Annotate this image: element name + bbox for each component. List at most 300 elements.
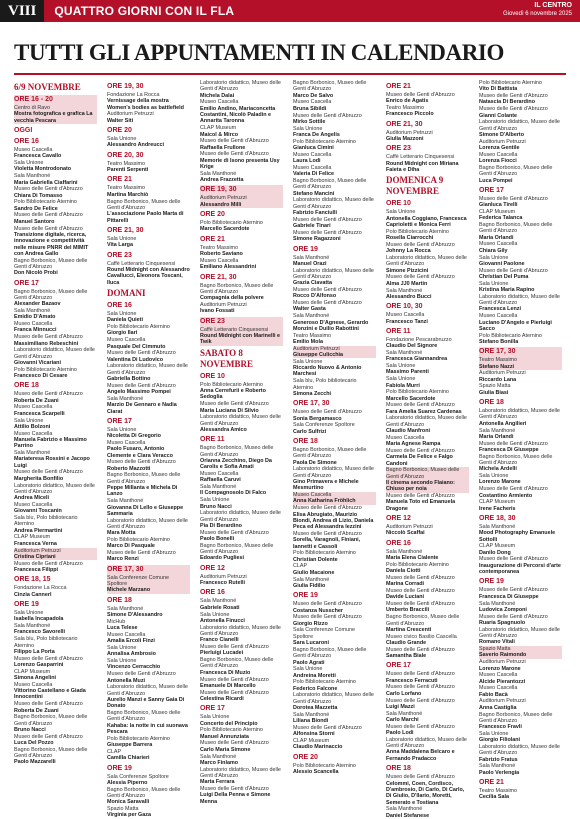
event-entry bbox=[200, 210, 283, 233]
event-entry bbox=[386, 120, 469, 143]
event-title: Walter Gasta bbox=[293, 306, 326, 313]
event-entry bbox=[386, 601, 469, 614]
event-venue: Museo Cascella bbox=[107, 439, 146, 446]
event-venue: Museo delle Genti d'Abruzzo bbox=[200, 644, 269, 651]
event-entry bbox=[107, 749, 190, 762]
event-title: Stefano Nazzi bbox=[479, 363, 515, 370]
event-venue: Auditorium Petruzzi bbox=[479, 370, 526, 377]
event-venue: Teatro Massimo bbox=[479, 788, 518, 795]
event-title: Grazia Ciavatta bbox=[293, 280, 332, 287]
event-entry bbox=[293, 627, 376, 646]
event-title: Giulia Mazzoni bbox=[386, 136, 424, 143]
event-venue: Auditorium Petruzzi bbox=[386, 524, 433, 531]
event-time: ORE 17, 30 bbox=[293, 400, 330, 408]
event-entry bbox=[200, 471, 283, 484]
event-entry bbox=[107, 301, 190, 324]
event-entry bbox=[14, 561, 97, 574]
event-venue: Bagno Borbonico, Museo delle Genti d'Abruzzo bbox=[14, 288, 88, 301]
event-title: Lorenzo Marone bbox=[479, 665, 521, 672]
event-title: Natascia Di Berardino bbox=[479, 99, 536, 106]
event-title: Mood Photography Emanuele Sottolli bbox=[479, 530, 556, 543]
event-title: Cecilia Sala bbox=[479, 794, 509, 801]
event-entry bbox=[107, 645, 190, 658]
event-title: Michele Marzano bbox=[107, 587, 151, 594]
day-heading: SABATO 8 NOVEMBRE bbox=[200, 347, 254, 369]
event-venue: Laboratorio didattico, Museo delle Genti d'Abruzzo bbox=[200, 766, 281, 779]
event-venue: Sala Manthoné bbox=[107, 498, 144, 505]
event-title: Mara Motta bbox=[107, 530, 136, 537]
event-entry bbox=[200, 564, 283, 587]
event-time: ORE 21 bbox=[479, 779, 504, 787]
event-title: Roberta De Zuani bbox=[14, 397, 59, 404]
event-venue: Museo Cascella bbox=[293, 99, 332, 106]
event-venue: Museo Cascella bbox=[479, 241, 518, 248]
event-title: Carlo Maria Simone bbox=[200, 746, 251, 753]
event-venue: Bagno Borbonico, Museo delle Genti d'Abruzzo bbox=[14, 746, 88, 760]
event-title: Stefano Bonilla bbox=[479, 338, 519, 345]
event-entry bbox=[293, 165, 376, 178]
event-venue: CLAP Museum bbox=[479, 499, 516, 506]
event-venue: Museo Cascella bbox=[293, 151, 332, 158]
event-time: ORE 10 bbox=[200, 372, 225, 380]
event-entry bbox=[107, 710, 190, 735]
event-venue: Sala Manthoné bbox=[14, 308, 51, 315]
schedule-column-4 bbox=[293, 80, 376, 792]
event-venue: Museo Cascella bbox=[14, 681, 53, 688]
event-title: Lorenza Gentile bbox=[479, 145, 520, 151]
event-time: ORE 23 bbox=[200, 317, 225, 325]
event-title: Rosella Ciarrocchi bbox=[386, 235, 434, 242]
event-venue: Museo Cascella bbox=[479, 685, 518, 692]
event-title: Francesco Ferracuti bbox=[386, 677, 438, 684]
event-entry bbox=[293, 217, 376, 230]
event-title: Angelo Massimo Pompei bbox=[107, 389, 171, 396]
event-time: ORE 21 bbox=[386, 83, 411, 90]
event-entry bbox=[479, 428, 562, 441]
event-venue: Teatro Massimo bbox=[200, 244, 239, 251]
event-time: ORE 18 bbox=[386, 765, 411, 773]
page-number: VIII bbox=[0, 0, 44, 22]
event-venue: Auditorium Petruzzi bbox=[479, 659, 526, 666]
event-venue: Polo Bibliotecario Aternino bbox=[14, 366, 77, 373]
event-title: Riccardo Nuovo & Antonio Marchesi bbox=[293, 365, 362, 378]
event-venue: Museo delle Genti d'Abruzzo bbox=[293, 614, 362, 621]
event-title: Franco Cianelli bbox=[200, 637, 239, 644]
event-entry bbox=[479, 152, 562, 165]
event-venue: Caffè Letterario Cinquesensi bbox=[200, 326, 269, 333]
event-venue: Museo delle Genti d'Abruzzo bbox=[479, 93, 548, 100]
event-time: ORE 20, 30 bbox=[107, 151, 144, 159]
event-entry bbox=[14, 160, 97, 173]
event-entry bbox=[293, 725, 376, 738]
event-title: Alessandro Bucci bbox=[386, 293, 432, 300]
event-venue: Bagno Borbonico, Museo delle Genti d'Abruzzo bbox=[293, 646, 367, 660]
event-title: Emidio D'Amato bbox=[14, 314, 56, 321]
event-title: Andreina Moretti bbox=[293, 672, 336, 679]
event-entry bbox=[200, 235, 283, 258]
event-title: Sonia Bergamasco bbox=[293, 415, 342, 422]
event-venue: Sala Manthoné bbox=[14, 173, 51, 180]
day-subheading: OGGI bbox=[14, 127, 33, 135]
event-venue: Museo delle Genti d'Abruzzo bbox=[386, 588, 455, 595]
event-venue: Sala Unione bbox=[386, 363, 416, 370]
event-venue: Bagno Borbonico, Museo delle Genti d'Abruzzo bbox=[200, 542, 274, 556]
event-venue: Museo delle Genti d'Abruzzo bbox=[14, 186, 83, 193]
event-venue: Sala Conferenze Spoltore bbox=[293, 422, 355, 429]
event-venue: Museo delle Genti d'Abruzzo bbox=[386, 684, 455, 691]
event-venue: Laboratorio didattico, Museo delle Genti d'Abruzzo bbox=[293, 267, 374, 280]
event-venue: Museo delle Genti d'Abruzzo bbox=[107, 382, 176, 389]
event-venue: Museo Cascella bbox=[479, 672, 518, 679]
event-entry bbox=[479, 778, 562, 801]
event-entry bbox=[386, 274, 469, 287]
event-title: Annalisa Ambrosio bbox=[107, 651, 156, 658]
event-venue: Fondazione Pescarabruzzo bbox=[386, 336, 452, 343]
event-entry bbox=[479, 313, 562, 332]
event-venue: CLAP Museum bbox=[479, 543, 516, 550]
event-entry bbox=[479, 454, 562, 473]
event-title: Antonella Angilieri bbox=[479, 420, 527, 427]
event-title: Niccolò Scaffai bbox=[386, 530, 425, 537]
event-venue: Spazio Matta bbox=[107, 806, 139, 813]
event-venue: Museo delle Genti d'Abruzzo bbox=[479, 587, 548, 594]
event-title: Pierluigi Lucadei bbox=[200, 650, 244, 657]
event-venue: Sala Manthoné bbox=[200, 598, 237, 605]
event-venue: Museo delle Genti d'Abruzzo bbox=[386, 671, 455, 678]
event-venue: Bagno Borbonico, Museo delle Genti d'Abruzzo bbox=[200, 445, 274, 458]
event-venue: Laboratorio didattico, Museo delle Genti d'Abruzzo bbox=[386, 415, 467, 428]
event-entry bbox=[479, 577, 562, 600]
event-entry bbox=[386, 661, 469, 684]
event-time: ORE 17 bbox=[107, 417, 132, 425]
event-title: Luciano D'Angelo e Pierluigi Sacco bbox=[479, 319, 552, 332]
event-entry bbox=[479, 646, 562, 659]
event-time: ORE 18 bbox=[479, 399, 504, 407]
event-entry bbox=[14, 418, 97, 431]
event-title: Round Midnight con Miriana Faieta e Diha bbox=[386, 160, 459, 174]
event-title: Vita Larga bbox=[107, 242, 133, 249]
event-title: Francesca Cavallo bbox=[14, 153, 62, 160]
event-entry bbox=[200, 185, 283, 208]
event-entry bbox=[200, 657, 283, 676]
event-title: Lorenzo Marone bbox=[479, 479, 521, 486]
event-title: Giulio Macaione bbox=[293, 569, 335, 576]
event-entry bbox=[479, 614, 562, 627]
event-title: Chiara Di Tomasso bbox=[14, 192, 63, 199]
event-entry bbox=[479, 222, 562, 241]
event-entry bbox=[293, 563, 376, 576]
event-title: Andrea Miceli bbox=[14, 495, 50, 502]
event-time: ORE 18, 15 bbox=[14, 576, 51, 584]
event-entry bbox=[14, 186, 97, 199]
event-title: Giovanni Toscanin bbox=[14, 508, 62, 515]
event-venue: Laboratorio didattico, Museo delle Genti d'Abruzzo bbox=[479, 744, 560, 757]
event-title: Daniel Stefanese bbox=[386, 812, 430, 819]
event-entry bbox=[14, 308, 97, 321]
event-entry bbox=[386, 575, 469, 588]
event-entry bbox=[293, 466, 376, 491]
event-entry bbox=[479, 255, 562, 268]
event-venue: Sala Unione bbox=[14, 610, 44, 617]
event-venue: Museo delle Genti d'Abruzzo bbox=[479, 440, 548, 447]
event-venue: Sala Unione bbox=[14, 417, 44, 424]
event-title: Carlo Marchi bbox=[386, 716, 419, 723]
event-title: Aurelio Manzi e Sanny Gaia Di Donato bbox=[107, 696, 185, 710]
event-title: Margherita Bonfilio bbox=[14, 475, 64, 482]
event-venue: Bagno Borbonico, Museo delle Genti d'Abruzzo bbox=[293, 446, 367, 460]
event-venue: Auditorium Petruzzi bbox=[200, 302, 247, 309]
event-time: ORE 19 bbox=[293, 592, 318, 600]
event-venue: Polo Bibliotecario Aternino bbox=[107, 537, 170, 544]
event-title: Maria Orlandi bbox=[479, 433, 514, 440]
event-title: Camilla Chiarieri bbox=[107, 755, 150, 762]
event-title: Gianluca Tirelli bbox=[479, 202, 518, 209]
event-venue: Museo civico Basilio Cascella bbox=[386, 633, 457, 640]
event-venue: Museo delle Genti d'Abruzzo bbox=[200, 740, 269, 747]
event-entry bbox=[386, 562, 469, 575]
event-entry bbox=[386, 514, 469, 537]
event-title: Fabrizio Fratus bbox=[479, 756, 518, 763]
event-entry bbox=[386, 588, 469, 601]
event-title: Roberto Saviano bbox=[200, 251, 243, 258]
event-entry bbox=[200, 151, 283, 170]
event-entry bbox=[14, 483, 97, 502]
event-title: Francesca Filippi bbox=[14, 566, 59, 573]
event-venue: Museo delle Genti d'Abruzzo bbox=[14, 334, 83, 341]
event-venue: Polo Bibliotecario Aternino bbox=[479, 332, 542, 339]
event-entry bbox=[200, 435, 283, 470]
event-venue: CLAP Museum bbox=[293, 737, 330, 744]
event-title: Luigi Mazzi bbox=[386, 703, 415, 710]
event-entry bbox=[386, 350, 469, 363]
event-venue: Teatro Massimo bbox=[386, 105, 425, 112]
event-time: ORE 23 bbox=[386, 145, 411, 153]
event-entry bbox=[293, 300, 376, 313]
event-title: Antonella Muzi bbox=[107, 677, 146, 684]
event-entry bbox=[107, 537, 190, 550]
event-title: Antonella Coggiano, Francesca Caprioletti e Monica Ferri bbox=[386, 215, 467, 229]
event-venue: Museo Cascella bbox=[14, 147, 53, 154]
event-time: ORE 17 bbox=[14, 279, 39, 287]
event-venue: Laboratorio didattico, Museo delle Genti d'Abruzzo bbox=[107, 684, 188, 697]
event-title: Nicoletta Di Gregorio bbox=[107, 433, 161, 440]
event-venue: Sala Manthoné bbox=[293, 254, 330, 261]
event-venue: Teatro Massimo bbox=[107, 160, 146, 167]
event-entry bbox=[14, 623, 97, 636]
event-time: ORE 16 bbox=[14, 138, 39, 146]
event-entry bbox=[107, 151, 190, 174]
event-entry bbox=[107, 671, 190, 684]
event-title: Carlo Lorfano bbox=[386, 690, 422, 697]
event-venue: Teatro Massimo bbox=[107, 185, 146, 192]
event-entry bbox=[107, 175, 190, 198]
event-entry bbox=[293, 178, 376, 197]
schedule-column-1 bbox=[14, 80, 97, 792]
event-entry bbox=[293, 437, 376, 466]
event-time: ORE 20 bbox=[107, 127, 132, 135]
event-entry bbox=[14, 367, 97, 380]
event-venue: Fondazione La Rocca bbox=[107, 92, 160, 98]
event-entry bbox=[200, 317, 283, 346]
event-entry bbox=[107, 440, 190, 459]
event-title: Marina Corradi bbox=[386, 581, 425, 588]
event-entry bbox=[479, 347, 562, 370]
event-venue: Sala Unione bbox=[293, 358, 323, 365]
event-title: Riccardo Lana bbox=[479, 376, 517, 383]
event-title: Orianna Zecchino, Diego Da Carolis e Sofia Amati bbox=[200, 457, 272, 471]
event-title: Simone D'Alberto bbox=[479, 131, 525, 138]
event-venue: Polo Bibliotecario Aternino bbox=[200, 381, 263, 388]
event-title: Marco Finlamo bbox=[200, 759, 239, 766]
schedule-column-3 bbox=[200, 80, 283, 805]
event-title: Francesca Scarpelli bbox=[14, 410, 65, 417]
event-entry bbox=[14, 137, 97, 160]
event-time: ORE 21, 30 bbox=[386, 120, 423, 128]
event-venue: Museo delle Genti d'Abruzzo bbox=[200, 401, 269, 408]
event-venue: Museo delle Genti d'Abruzzo bbox=[386, 447, 455, 454]
event-title: Emilio Mola bbox=[293, 338, 323, 345]
event-entry bbox=[293, 313, 376, 332]
event-venue: Auditorium Petruzzi bbox=[386, 129, 433, 136]
event-title: Claudio Del Signore bbox=[386, 343, 438, 350]
event-venue: Sala Unione bbox=[200, 714, 230, 721]
event-title: Roberto Mazzotti bbox=[107, 465, 151, 472]
event-title: Isabella Incapadola bbox=[14, 616, 64, 623]
event-title: Federica Talanca bbox=[479, 215, 523, 222]
event-entry bbox=[293, 378, 376, 397]
event-venue: Museo delle Genti d'Abruzzo bbox=[479, 267, 548, 274]
event-entry bbox=[386, 448, 469, 467]
event-title: Maria Orlandi bbox=[479, 234, 514, 241]
event-title: Francesca Verna bbox=[14, 540, 57, 547]
title-divider bbox=[14, 73, 566, 75]
event-title: Celommi, Coen, Cordisco, D'ambrosio, Di Carlo, Di Carlo, Di Giulio, D'Ilario, Moretti, Semerato e Tostiana bbox=[386, 780, 465, 806]
event-entry bbox=[386, 415, 469, 434]
event-entry bbox=[293, 230, 376, 243]
event-venue: Auditorium Petruzzi bbox=[479, 698, 526, 705]
event-venue: Sala Unione bbox=[200, 497, 230, 504]
event-entry bbox=[386, 764, 469, 806]
event-venue: Bagno Borbonico, Museo delle Genti d'Abruzzo bbox=[293, 80, 367, 93]
event-venue: Museo delle Genti d'Abruzzo bbox=[293, 601, 362, 608]
event-title: Bruno Nacci bbox=[200, 503, 232, 510]
event-title: Transizione digitale, ricerca, innovazione e competitività nelle misure PNRR del MIMIT con Andrea Gallo bbox=[14, 231, 89, 257]
event-title: Valeria Di Felice bbox=[293, 171, 335, 178]
event-time: ORE 11 bbox=[386, 327, 411, 335]
event-title: Giulia Fidilio bbox=[293, 582, 326, 589]
event-entry bbox=[293, 126, 376, 139]
event-venue: Museo Cascella bbox=[14, 404, 53, 411]
event-title: Francesca Giannandrea bbox=[386, 356, 448, 363]
event-venue: Polo Bibliotecario Aternino bbox=[293, 138, 356, 145]
event-entry bbox=[14, 734, 97, 747]
event-venue: Museo Cascella bbox=[479, 151, 518, 158]
event-title: Federico Falcone bbox=[293, 685, 338, 692]
event-title: Paolo Agrati bbox=[293, 659, 325, 666]
event-entry bbox=[479, 627, 562, 646]
event-venue: Museo delle Genti d'Abruzzo bbox=[293, 724, 362, 731]
event-entry bbox=[386, 634, 469, 647]
event-title: Giuseppe Culicchia bbox=[293, 352, 344, 358]
event-venue: MicHub bbox=[107, 618, 126, 625]
event-venue: Laboratorio didattico, Museo delle Genti d'Abruzzo bbox=[293, 197, 374, 210]
event-title: Giulia Biasi bbox=[479, 389, 509, 396]
event-title: Peppe Millanta e Michela Di Lanzo bbox=[107, 485, 178, 498]
event-venue: Auditorium Petruzzi bbox=[200, 573, 247, 580]
event-venue: Museo Cascella bbox=[107, 337, 146, 344]
event-title: Francesca Di Giuseppe bbox=[479, 446, 539, 453]
event-title: Il Compagnosolo Di Falco bbox=[200, 490, 267, 497]
event-entry bbox=[293, 647, 376, 666]
event-title: Emilio Andino, Mariaconcetta Costantini, Nicolò Paladin e Annarita Taronna bbox=[200, 105, 276, 125]
event-venue: CLAP bbox=[107, 748, 122, 755]
event-venue: Sala Manthoné bbox=[386, 806, 423, 813]
event-entry bbox=[107, 363, 190, 382]
event-entry bbox=[479, 333, 562, 346]
event-entry bbox=[479, 473, 562, 486]
event-entry bbox=[479, 744, 562, 763]
event-entry bbox=[293, 399, 376, 422]
event-title: Liliana Biondi bbox=[293, 718, 329, 725]
event-title: Lorenza Fiocci bbox=[479, 158, 517, 165]
event-venue: Sala Unione bbox=[14, 160, 44, 167]
event-entry bbox=[479, 601, 562, 614]
event-entry bbox=[107, 396, 190, 415]
event-title: Fabiola Murri bbox=[386, 382, 420, 389]
event-entry bbox=[14, 656, 97, 669]
event-title: Francesco Fravli bbox=[479, 724, 522, 731]
event-time: ORE 17, 30 bbox=[479, 348, 516, 356]
event-venue: Laboratorio didattico, Museo delle Genti d'Abruzzo bbox=[200, 414, 281, 427]
event-entry bbox=[200, 644, 283, 657]
event-venue: Teatro Massimo bbox=[479, 357, 518, 364]
event-venue: Sala Unione bbox=[200, 611, 230, 618]
event-entry bbox=[479, 499, 562, 512]
event-entry bbox=[107, 498, 190, 517]
event-entry bbox=[200, 625, 283, 644]
event-title: Anna Maddalena Belcaro e Fernando Pradacco bbox=[386, 749, 455, 762]
event-title: Parenti Serpenti bbox=[107, 167, 149, 174]
event-venue: Auditorium Petruzzi bbox=[293, 345, 340, 352]
event-title: Don Nicolò Probi bbox=[14, 270, 58, 277]
event-venue: Laboratorio didattico, Museo delle Genti d'Abruzzo bbox=[14, 347, 95, 360]
event-venue: Museo delle Genti d'Abruzzo bbox=[14, 655, 83, 662]
event-entry bbox=[107, 787, 190, 806]
event-venue: Museo delle Genti d'Abruzzo bbox=[14, 701, 83, 708]
event-entry bbox=[107, 383, 190, 396]
event-entry bbox=[293, 346, 376, 359]
event-title: Anna Katharina Fröhlich bbox=[293, 498, 356, 505]
event-venue: Museo delle Genti d'Abruzzo bbox=[14, 733, 83, 740]
event-title: Manuel Annunziata bbox=[200, 733, 249, 740]
event-venue: Sala blu, Polo bibliotecario Aternino bbox=[14, 515, 78, 528]
event-venue: Sala Manthoné bbox=[107, 605, 144, 612]
event-entry bbox=[200, 80, 283, 99]
event-entry bbox=[107, 324, 190, 337]
event-title: Irene Facheris bbox=[479, 505, 516, 512]
event-title: Giorgio Ilari bbox=[107, 330, 138, 337]
event-venue: Museo delle Genti d'Abruzzo bbox=[293, 409, 362, 416]
event-title: Marco Di Pasquale bbox=[107, 543, 155, 550]
event-entry bbox=[479, 685, 562, 698]
event-time: ORE 17 bbox=[386, 662, 411, 670]
event-title: Giorgio Filiolani bbox=[479, 737, 521, 744]
event-entry bbox=[14, 199, 97, 212]
event-title: Claudio Manfroni bbox=[386, 428, 431, 435]
event-venue: Laboratorio didattico, Museo delle Genti d'Abruzzo bbox=[200, 624, 281, 637]
event-title: Sorella, Varagnoli, Finiani, Iannetti e Cassoli bbox=[293, 537, 361, 550]
event-entry bbox=[200, 372, 283, 401]
